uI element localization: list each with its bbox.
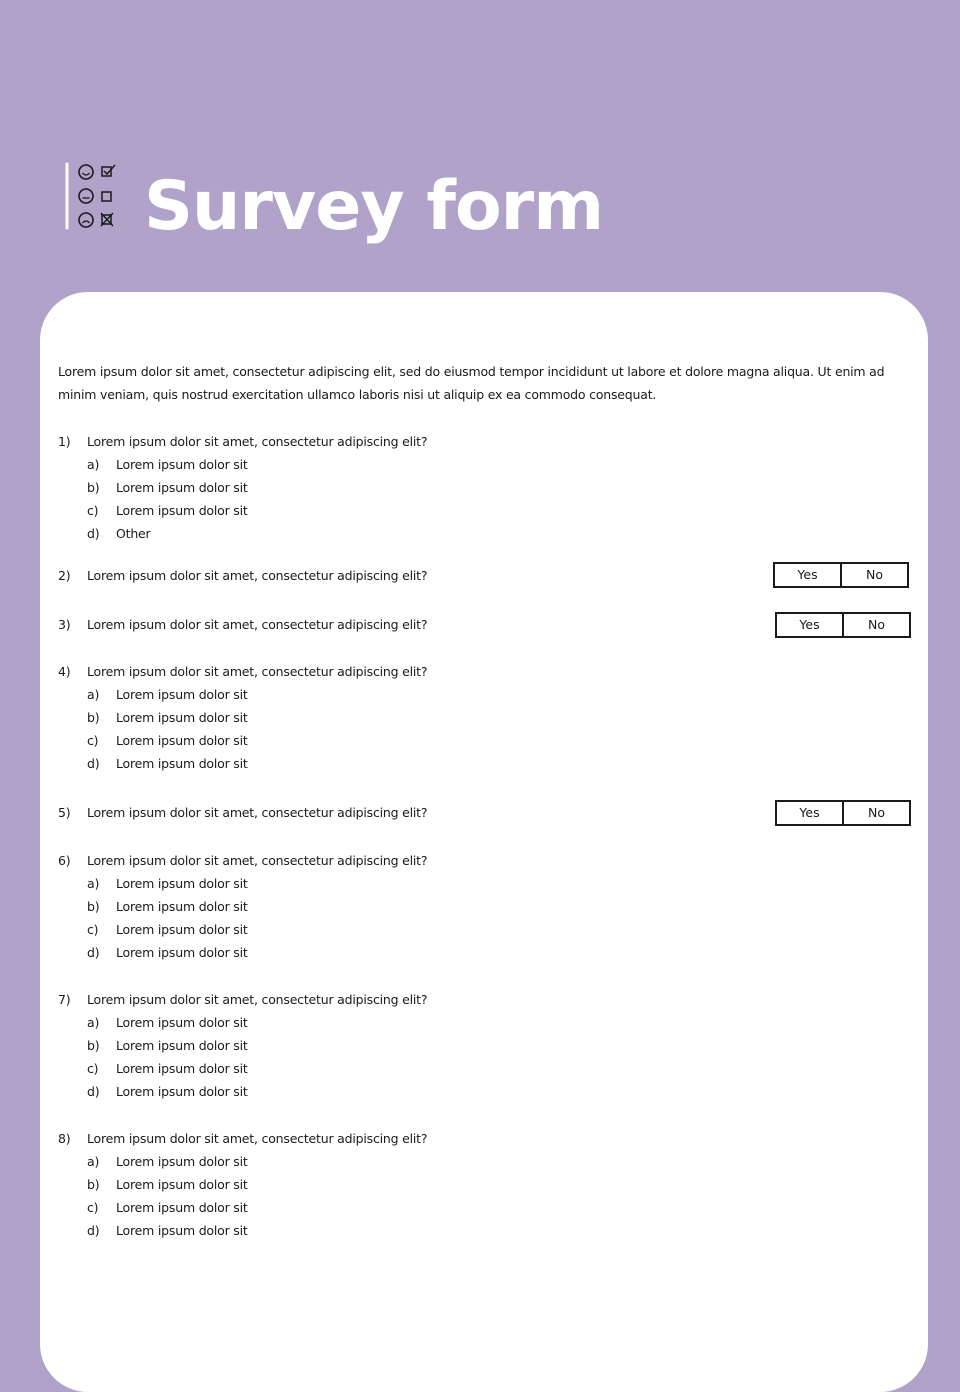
question-1	[58, 430, 427, 453]
question-number: 8)	[58, 1131, 71, 1146]
question-2	[58, 564, 427, 587]
question-4	[58, 660, 427, 683]
option-8c[interactable]: c) Lorem ipsum dolor sit	[87, 1200, 248, 1215]
question-7	[58, 988, 427, 1011]
question-text: Lorem ipsum dolor sit amet, consectetur adipiscing elit?	[87, 992, 428, 1007]
option-8b[interactable]: b) Lorem ipsum dolor sit	[87, 1177, 248, 1192]
yes-no-toggle-3	[775, 612, 911, 638]
question-text: Lorem ipsum dolor sit amet, consectetur adipiscing elit?	[87, 434, 428, 449]
yes-no-toggle-5	[775, 800, 911, 826]
option-6b[interactable]: b) Lorem ipsum dolor sit	[87, 899, 248, 914]
question-number: 6)	[58, 853, 71, 868]
option-6c[interactable]: c) Lorem ipsum dolor sit	[87, 922, 248, 937]
option-6d[interactable]: d) Lorem ipsum dolor sit	[87, 945, 248, 960]
no-button[interactable]: No	[842, 802, 909, 824]
question-number: 3)	[58, 617, 71, 632]
question-text: Lorem ipsum dolor sit amet, consectetur adipiscing elit?	[87, 1131, 428, 1146]
survey-checklist-icon	[62, 160, 122, 234]
no-button[interactable]: No	[842, 614, 909, 636]
question-number: 2)	[58, 568, 71, 583]
question-text: Lorem ipsum dolor sit amet, consectetur adipiscing elit?	[87, 617, 428, 632]
yes-no-toggle-2	[773, 562, 909, 588]
question-3	[58, 613, 427, 636]
question-6	[58, 849, 427, 872]
option-4b[interactable]: b) Lorem ipsum dolor sit	[87, 710, 248, 725]
page-title: Survey form	[144, 167, 604, 246]
option-7c[interactable]: c) Lorem ipsum dolor sit	[87, 1061, 248, 1076]
option-1b[interactable]: b) Lorem ipsum dolor sit	[87, 480, 248, 495]
option-1d[interactable]: d) Other	[87, 526, 151, 541]
option-4d[interactable]: d) Lorem ipsum dolor sit	[87, 756, 248, 771]
option-4c[interactable]: c) Lorem ipsum dolor sit	[87, 733, 248, 748]
yes-button[interactable]: Yes	[799, 617, 820, 632]
option-6a[interactable]: a) Lorem ipsum dolor sit	[87, 876, 248, 891]
intro-paragraph: Lorem ipsum dolor sit amet, consectetur adipiscing elit, sed do eiusmod tempor incididunt ut labore et dolore magna aliqua. Ut enim ad minim veniam, quis nostrud exercitation ullamco laboris nisi ut aliquip ex ea commodo consequat.	[58, 364, 885, 402]
yes-button[interactable]: Yes	[797, 567, 818, 582]
option-7b[interactable]: b) Lorem ipsum dolor sit	[87, 1038, 248, 1053]
question-text: Lorem ipsum dolor sit amet, consectetur adipiscing elit?	[87, 568, 428, 583]
question-number: 4)	[58, 664, 71, 679]
question-number: 5)	[58, 805, 71, 820]
question-text: Lorem ipsum dolor sit amet, consectetur adipiscing elit?	[87, 805, 428, 820]
no-button[interactable]: No	[840, 564, 907, 586]
question-text: Lorem ipsum dolor sit amet, consectetur adipiscing elit?	[87, 853, 428, 868]
question-number: 1)	[58, 434, 71, 449]
yes-button[interactable]: Yes	[799, 805, 820, 820]
question-text: Lorem ipsum dolor sit amet, consectetur adipiscing elit?	[87, 664, 428, 679]
option-7d[interactable]: d) Lorem ipsum dolor sit	[87, 1084, 248, 1099]
option-1c[interactable]: c) Lorem ipsum dolor sit	[87, 503, 248, 518]
option-7a[interactable]: a) Lorem ipsum dolor sit	[87, 1015, 248, 1030]
question-number: 7)	[58, 992, 71, 1007]
question-8	[58, 1127, 427, 1150]
option-4a[interactable]: a) Lorem ipsum dolor sit	[87, 687, 248, 702]
option-1a[interactable]: a) Lorem ipsum dolor sit	[87, 457, 248, 472]
option-8d[interactable]: d) Lorem ipsum dolor sit	[87, 1223, 248, 1238]
question-5	[58, 801, 427, 824]
option-8a[interactable]: a) Lorem ipsum dolor sit	[87, 1154, 248, 1169]
